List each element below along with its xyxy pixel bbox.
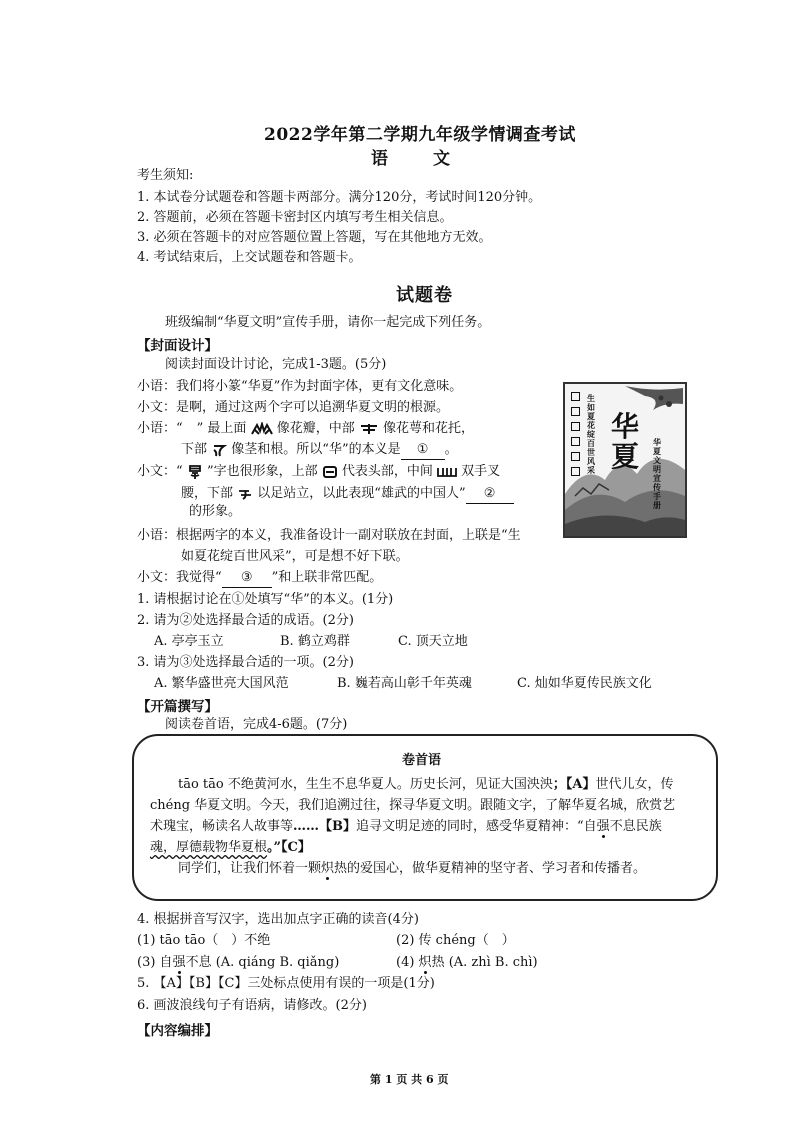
cover-seal-title: 华 夏 bbox=[610, 410, 639, 473]
question-2: 2. 请为②处选择最合适的成语。(2分) bbox=[137, 613, 354, 628]
question-6: 6. 画波浪线句子有语病，请修改。(2分) bbox=[137, 998, 367, 1013]
preface-line: 同学们，让我们怀着一颗炽热的爱国心，做华夏精神的坚守者、学习者和传播者。 bbox=[178, 861, 647, 876]
dialog-line: 小语：我们将小篆“华夏”作为封面字体，更有文化意味。 bbox=[137, 379, 463, 394]
section-instruction: 阅读封面设计讨论，完成1-3题。(5分) bbox=[165, 357, 387, 372]
exam-title: 2022学年第二学期九年级学情调查考试 bbox=[264, 125, 576, 145]
dialog-line: 小文：“ ”字也很形象，上部 代表头部，中间 双手叉 bbox=[137, 464, 501, 479]
notice-item: 3. 必须在答题卡的对应答题位置上答题，写在其他地方无效。 bbox=[137, 230, 492, 245]
notice-item: 4. 考试结束后，上交试题卷和答题卡。 bbox=[137, 250, 362, 265]
preface-line: tāo tāo 不绝黄河水，生生不息华夏人。历史长河，见证大国泱泱；【A】世代儿女，传 bbox=[178, 777, 674, 792]
dialog-line: 腰，下部 以足站立，以此表现“雄武的中国人” ② bbox=[181, 485, 514, 504]
q3-option-a: A. 繁华盛世亮大国风范 bbox=[154, 676, 289, 691]
seal-foot-glyph bbox=[237, 488, 253, 500]
cover-checkbox-column bbox=[571, 392, 579, 476]
dialog-line: 下部 像茎和根。所以“华”的本义是 ① 。 bbox=[181, 441, 458, 460]
seal-head-glyph bbox=[322, 465, 338, 479]
q3-option-c: C. 灿如华夏传民族文化 bbox=[517, 676, 652, 691]
preface-line: 术瑰宝，畅读名人故事等……【B】追寻文明足迹的同时，感受华夏精神：“自强不息民族 bbox=[150, 819, 662, 834]
preface-line: 魂，厚德载物华夏根。”【C】 bbox=[150, 840, 311, 855]
notice-item: 2. 答题前，必须在答题卡密封区内填写考生相关信息。 bbox=[137, 210, 453, 225]
subject-title: 语 文 bbox=[371, 149, 464, 169]
dialog-line: 的形象。 bbox=[189, 504, 242, 519]
q4-part-3: (3) 自强不息 (A. qiáng B. qiǎng) bbox=[137, 955, 340, 970]
seal-calyx-glyph bbox=[359, 423, 379, 435]
notice-item: 1. 本试卷分试题卷和答题卡两部分。满分120分，考试时间120分钟。 bbox=[137, 190, 542, 205]
cover-design-image bbox=[563, 382, 687, 538]
section-label-opening: 【开篇撰写】 bbox=[137, 699, 218, 715]
q4-part-4: (4) 炽热 (A. zhì B. chì) bbox=[396, 955, 538, 970]
section-label-cover-design: 【封面设计】 bbox=[137, 338, 218, 354]
q2-option-c: C. 顶天立地 bbox=[398, 634, 468, 649]
seal-petal-glyph bbox=[251, 422, 273, 436]
dialog-line: 小语：“ ” 最上面 像花瓣，中部 像花萼和花托， bbox=[137, 421, 475, 436]
intro-text: 班级编制“华夏文明”宣传手册，请你一起完成下列任务。 bbox=[165, 315, 491, 330]
dialog-line: 小文：我觉得“ ③ ”和上联非常匹配。 bbox=[137, 569, 382, 588]
q2-option-a: A. 亭亭玉立 bbox=[154, 634, 224, 649]
blank-2: ② bbox=[466, 485, 514, 504]
cover-right-text: 华夏文明宣传手册 bbox=[653, 437, 661, 510]
q3-option-b: B. 巍若高山彰千年英魂 bbox=[337, 676, 472, 691]
preface-line: chéng 华夏文明。今天，我们追溯过往，探寻华夏文明。跟随文字，了解华夏名城，欣赏艺 bbox=[150, 798, 676, 813]
dialog-line: 如夏花绽百世风采”，可是想不好下联。 bbox=[181, 549, 409, 564]
blank-3: ③ bbox=[222, 569, 272, 588]
question-1: 1. 请根据讨论在①处填写“华”的本义。(1分) bbox=[137, 592, 394, 607]
dialog-line: 小语：根据两字的本义，我准备设计一副对联放在封面，上联是“生 bbox=[137, 528, 521, 543]
cover-side-text: 生如夏花绽百世风采 bbox=[587, 393, 595, 475]
dialog-line: 小文：是啊，通过这两个字可以追溯华夏文明的根源。 bbox=[137, 400, 450, 415]
q4-part-1: (1) tāo tāo（ ）不绝 bbox=[137, 933, 271, 948]
question-3: 3. 请为③处选择最合适的一项。(2分) bbox=[137, 655, 354, 670]
seal-arms-glyph bbox=[437, 466, 457, 478]
page-footer: 第 1 页 共 6 页 bbox=[370, 1073, 449, 1086]
seal-xia-glyph bbox=[187, 464, 203, 480]
notice-heading: 考生须知: bbox=[137, 168, 194, 183]
seal-stem-glyph bbox=[211, 443, 227, 457]
q2-option-b: B. 鹤立鸡群 bbox=[280, 634, 350, 649]
preface-title: 卷首语 bbox=[402, 753, 442, 768]
blank-1: ① bbox=[401, 441, 445, 460]
question-5: 5. 【A】【B】【C】三处标点使用有误的一项是(1分) bbox=[137, 976, 435, 991]
q4-part-2: (2) 传 chéng（ ） bbox=[396, 933, 515, 948]
section-instruction: 阅读卷首语，完成4-6题。(7分) bbox=[165, 717, 348, 732]
question-4: 4. 根据拼音写汉字，选出加点字正确的读音(4分) bbox=[137, 912, 419, 927]
paper-title: 试题卷 bbox=[396, 285, 453, 306]
section-label-content: 【内容编排】 bbox=[137, 1023, 218, 1039]
